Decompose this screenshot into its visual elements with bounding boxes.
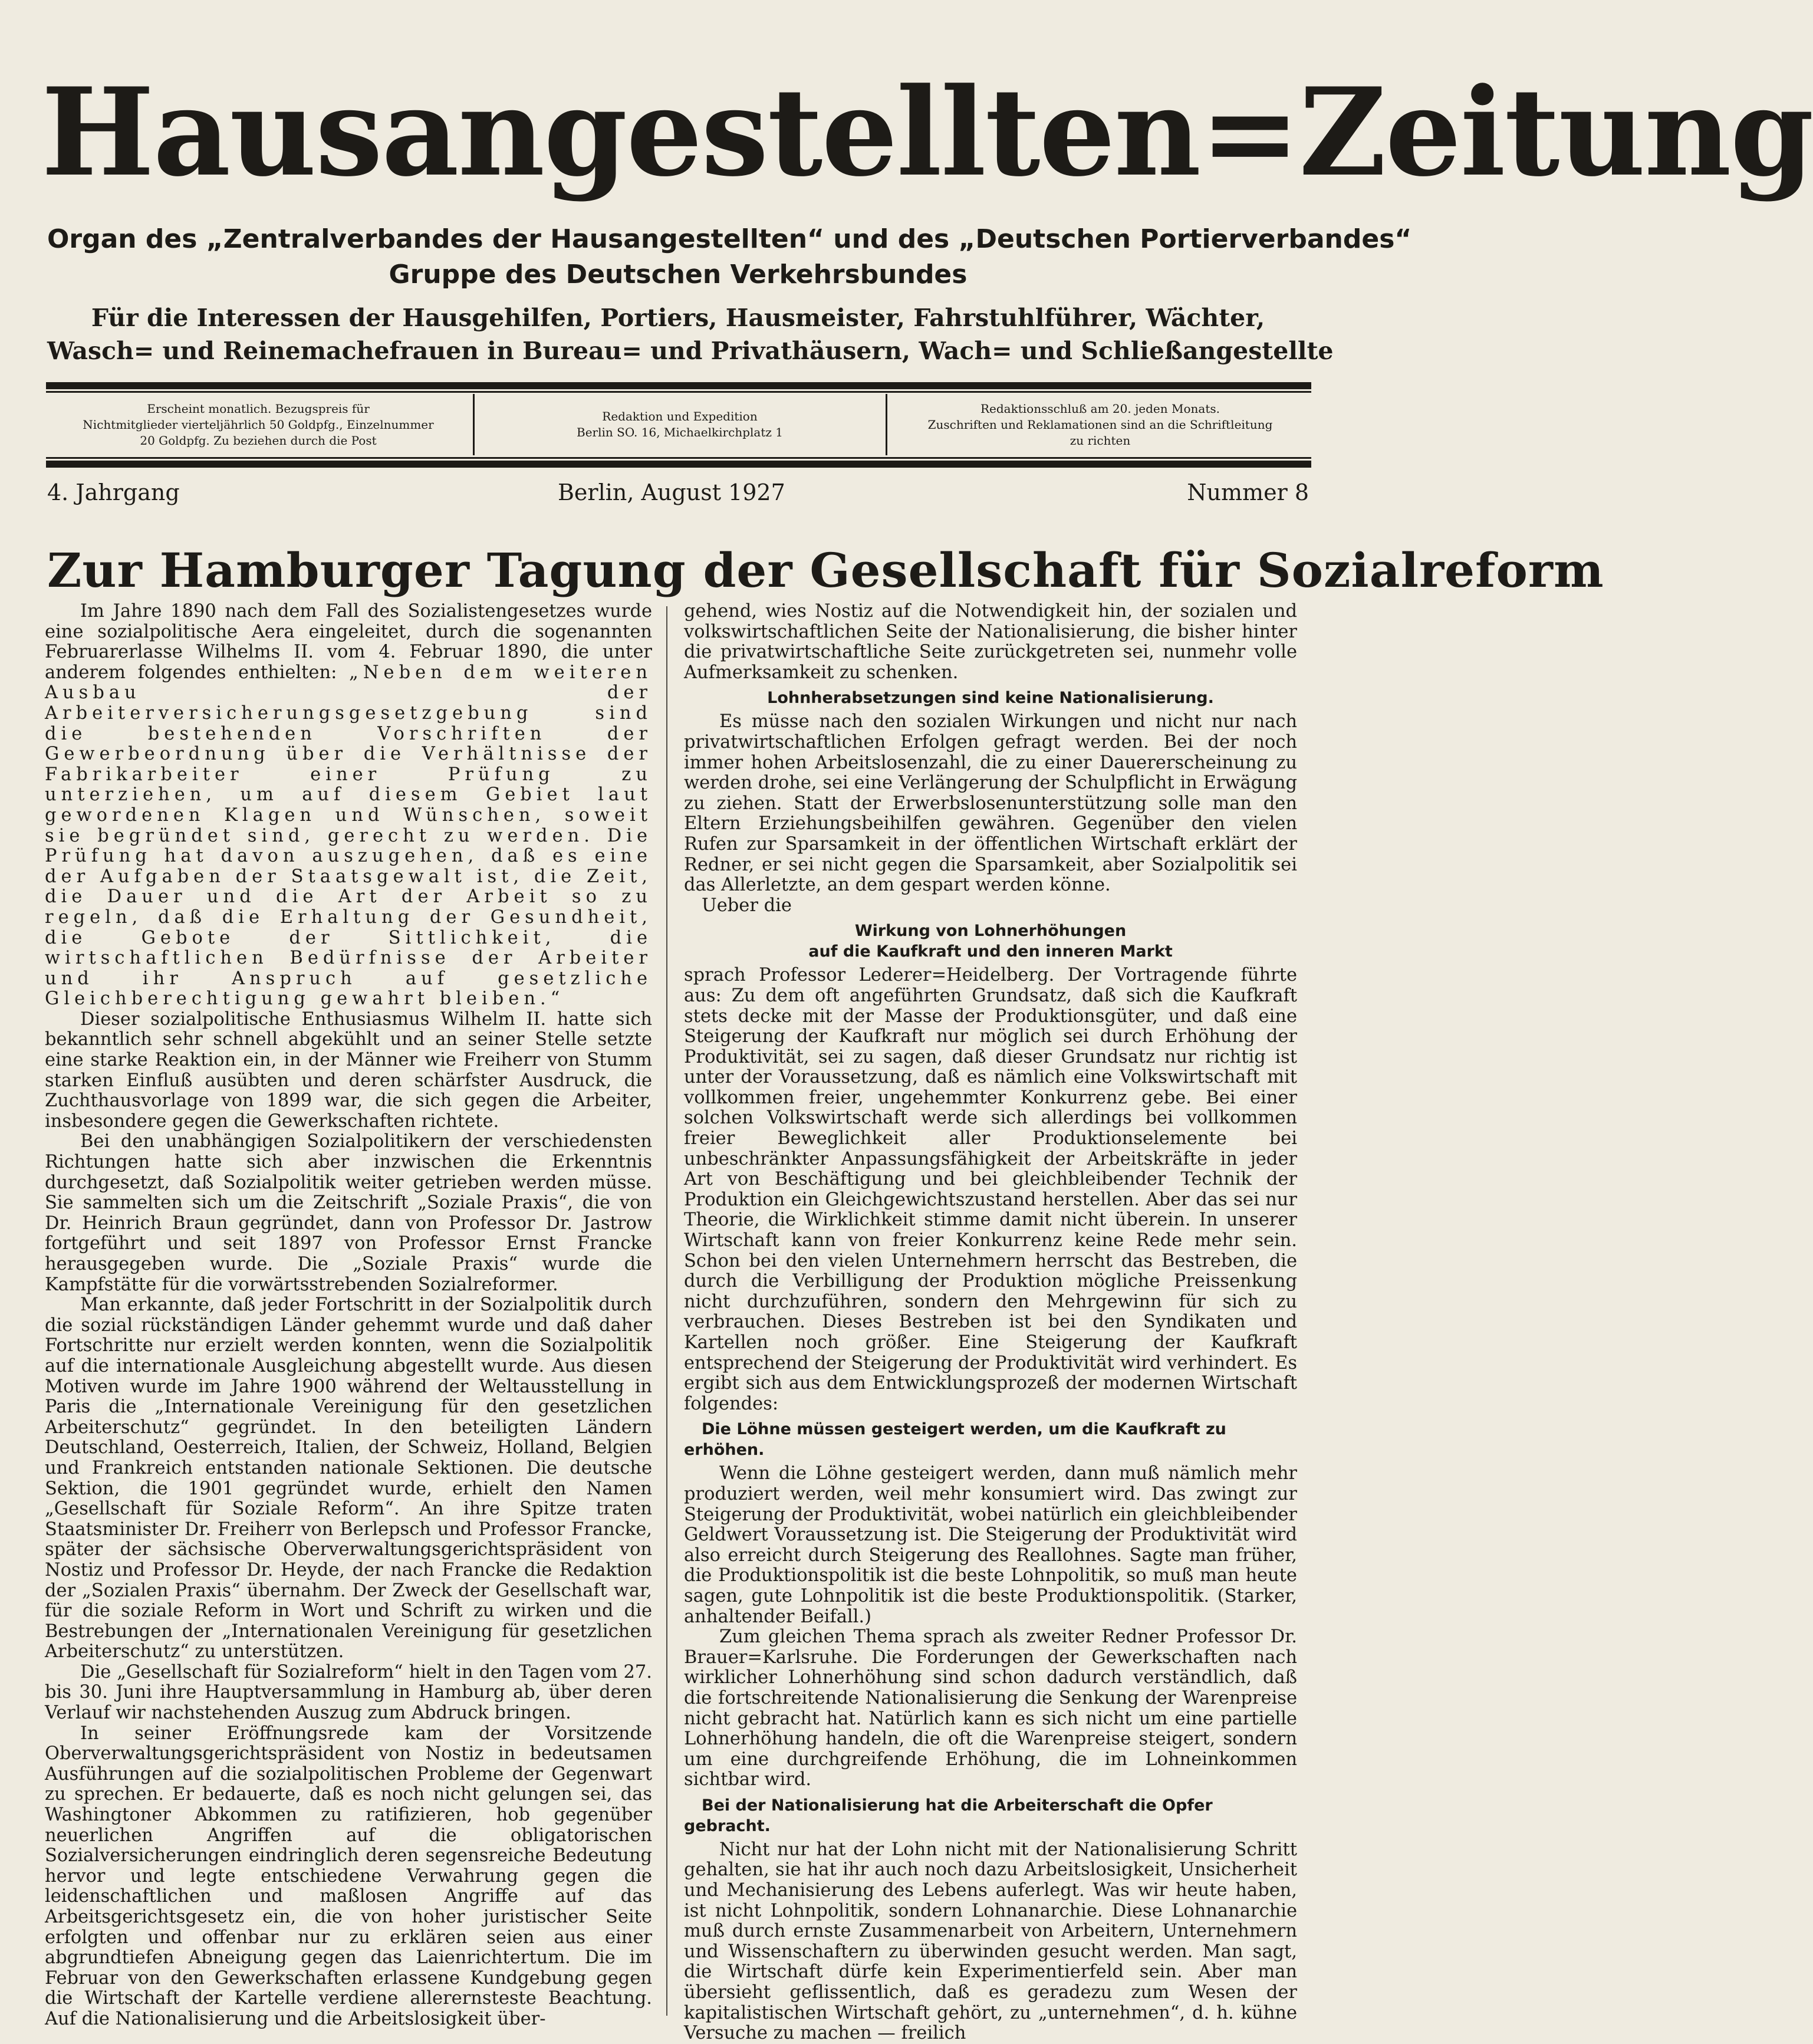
editorial-office-info bbox=[476, 392, 883, 457]
article-headline: Zur Hamburger Tagung der Gesellschaft für Sozialreform bbox=[47, 543, 1604, 598]
office-line: Redaktion und Expedition bbox=[602, 409, 758, 423]
deadline-line: Zuschriften und Reklamationen sind an die Schriftleitung bbox=[927, 417, 1273, 432]
paragraph: Die „Gesellschaft für Sozialreform“ hielt in den Tagen vom 27. bis 30. Juni ihre Hauptversammlung in Hamburg ab, über deren Verlauf wir nachstehenden Auszug zum Abdruck bringen. bbox=[45, 1661, 652, 1724]
paragraph: Man erkannte, daß jeder Fortschritt in der Sozialpolitik durch die sozial rückständigen Länder gehemmt wurde und daß daher Fortschritte nur erzielt werden konnten, wenn die Sozialpolitik auf die internationale Ausgleichung abgestellt wurde. Aus diesen Motiven wurde im Jahre 1900 während der Weltausstellung in Paris die „Internationale Vereinigung für den gesetzlichen Arbeiterschutz“ gegründet. In den beteiligten Ländern Deutschland, Oesterreich, Italien, der Schweiz, Holland, Belgien und Frankreich entstanden nationale Sektionen. Die deutsche Sektion, die 1901 gegründet wurde, erhielt den Namen „Gesellschaft für Soziale Reform“. An ihre Spitze traten Staatsminister Dr. Freiherr von Berlepsch und Professor Francke, später der sächsische Oberverwaltungsgerichtspräsident von Nostiz und Professor Dr. Heyde, der nach Francke die Redaktion der „Sozialen Praxis“ übernahm. Der Zweck der Gesellschaft war, für die soziale Reform in Wort und Schrift zu wirken und die Bestrebungen der „Internationalen Vereinigung für gesetzlichen Arbeiterschutz“ zu unterstützen. bbox=[45, 1294, 652, 1662]
paragraph: Zum gleichen Thema sprach als zweiter Redner Professor Dr. Brauer=Karlsruhe. Die Forderungen der Gewerkschaften nach wirklicher Lohnerhöhung sind schon dadurch verständlich, daß die fortschreitende Nationalisierung die Senkung der Warenpreise nicht gebracht hat. Natürlich kann es sich nicht um eine partielle Lohnerhöhung handeln, die oft die Warenpreise steigert, sondern um eine durchgreifende Erhöhung, die im Lohneinkommen sichtbar wird. bbox=[684, 1626, 1297, 1790]
paragraph: sprach Professor Lederer=Heidelberg. Der Vortragende führte aus: Zu dem oft angeführten Grundsatz, daß sich die Kaufkraft stets decke mit der Masse der Produktionsgüter, und daß eine Steigerung der Kaufkraft nur möglich sei durch Erhöhung der Produktivität, sei zu sagen, daß dieser Grundsatz nur richtig ist unter der Voraussetzung, daß es nämlich eine Volkswirtschaft mit vollkommen freier, ungehemmter Konkurrenz gebe. Bei einer solchen Volkswirtschaft werde sich allerdings bei vollkommen freier Beweglichkeit aller Produktionselemente bei unbeschränkter Anpassungsfähigkeit der Arbeitskräfte in jeder Art von Beschäftigung und bei gleichbleibender Technik der Produktion ein Gleichgewichtszustand herstellen. Aber das sei nur Theorie, die Wirklichkeit stimme damit nicht überein. In unserer Wirtschaft kann von freier Konkurrenz keine Rede mehr sein. Schon bei den vielen Unternehmern herrscht das Bestreben, die durch die Verbilligung der Produktion mögliche Preissenkung nicht durchzuführen, sondern den Mehrgewinn für sich zu verbrauchen. Dieses Bestreben ist bei den Syndikaten und Kartellen noch größer. Eine Steigerung der Kaufkraft entsprechend der Steigerung der Produktivität wird verhindert. Es ergibt sich aus dem Entwicklungsprozeß der modernen Wirtschaft folgendes: bbox=[684, 965, 1297, 1414]
article-column-left bbox=[45, 601, 652, 2029]
group-line: Gruppe des Deutschen Verkehrsbundes bbox=[389, 259, 968, 290]
subheading: Lohnherabsetzungen sind keine Nationalisierung. bbox=[767, 689, 1214, 708]
subheading: Die Löhne müssen gesteigert werden, um die Kaufkraft zu erhöhen. bbox=[684, 1420, 1226, 1460]
quoted-decree: „Neben dem weiteren Ausbau der Arbeiterversicherungsgesetzgebung sind die bestehenden Vorschriften der Gewerbeordnung über die Verhältnisse der Fabrikarbeiter einer Prüfung zu unterziehen, um auf diesem Gebiet laut gewordenen Klagen und Wünschen, soweit sie begründet sind, gerecht zu werden. Die Prüfung hat davon auszugehen, daß es eine der Aufgaben der Staatsgewalt ist, die Zeit, die Dauer und die Art der Arbeit so zu regeln, daß die Erhaltung der Gesundheit, die Gebote der Sittlichkeit, die wirtschaftlichen Bedürfnisse der Arbeiter und ihr Anspruch auf gesetzliche Gleichberechtigung gewahrt bleiben.“ bbox=[45, 662, 652, 1010]
subheading: auf die Kaufkraft und den inneren Markt bbox=[808, 942, 1173, 961]
paragraph: In seiner Eröffnungsrede kam der Vorsitzende Oberverwaltungsgerichtspräsident von Nostiz in bedeutsamen Ausführungen auf die sozialpolitischen Probleme der Gegenwart zu sprechen. Er bedauerte, daß es noch nicht gelungen sei, das Washingtoner Abkommen zu ratifizieren, hob gegenüber neuerlichen Angriffen auf die obligatorischen Sozialversicherungen eindringlich deren segensreiche Bedeutung hervor und legte entschiedene Verwahrung gegen die leidenschaftlichen und maßlosen Angriffe auf das Arbeitsgerichtsgesetz ein, die von hoher juristischer Seite erfolgten und offenbar nur zu erklären seien aus einer abgrundtiefen Abneigung gegen das Laienrichtertum. Die im Februar von den Gewerkschaften erlassene Kundgebung gegen die Wirtschaft der Kartelle verdiene allerernsteste Beachtung. Auf die Nationalisierung und die Arbeitslosigkeit über- bbox=[45, 1723, 652, 2029]
masthead-title: Hausangestellten=Zeitung bbox=[41, 62, 1813, 203]
info-divider bbox=[886, 394, 887, 455]
paragraph: Bei den unabhängigen Sozialpolitikern der verschiedensten Richtungen hatte sich aber inzwischen die Erkenntnis durchgesetzt, daß Sozialpolitik weiter getrieben werden müsse. Sie sammelten sich um die Zeitschrift „Soziale Praxis“, die von Dr. Heinrich Braun gegründet, dann von Professor Dr. Jastrow fortgeführt und seit 1897 von Professor Ernst Francke herausgegeben wurde. Die „Soziale Praxis“ wurde die Kampfstätte für die vorwärtsstrebenden Sozialreformer. bbox=[45, 1131, 652, 1295]
issue-number: Nummer 8 bbox=[1187, 479, 1309, 505]
paragraph: Ueber die bbox=[702, 895, 792, 916]
paragraph: Nicht nur hat der Lohn nicht mit der Nationalisierung Schritt gehalten, sie hat ihr auch noch dazu Arbeitslosigkeit, Unsicherheit und Mechanisierung des Lebens auferlegt. Was wir heute haben, ist nicht Lohnpolitik, sondern Lohnanarchie. Diese Lohnanarchie muß durch ernste Zusammenarbeit von Arbeitern, Unternehmern und Wissenschaftern zu überwinden gesucht werden. Man sagt, die Wirtschaft dürfe kein Experimentierfeld sein. Aber man übersieht geflissentlich, daß es geradezu zum Wesen der kapitalistischen Wirtschaft gehört, zu „unternehmen“, d. h. kühne Versuche zu machen — freilich bbox=[684, 1839, 1297, 2044]
paragraph: Dieser sozialpolitische Enthusiasmus Wilhelm II. hatte sich bekanntlich sehr schnell abgekühlt und an seiner Stelle setzte eine starke Reaktion ein, in der Männer wie Freiherr von Stumm starken Einfluß ausübten und deren schärfster Ausdruck, die Zuchthausvorlage von 1899 war, die sich gegen die Arbeiter, insbesondere gegen die Gewerkschaften richtete. bbox=[45, 1008, 652, 1132]
paragraph bbox=[45, 602, 652, 1010]
organ-line: Organ des „Zentralverbandes der Hausangestellten“ und des „Deutschen Portierverbandes“ bbox=[47, 224, 1412, 254]
top-rule bbox=[46, 382, 1311, 389]
office-line: Berlin SO. 16, Michaelkirchplatz 1 bbox=[577, 425, 783, 439]
paragraph: Wenn die Löhne gesteigert werden, dann muß nämlich mehr produziert werden, weil mehr konsumiert wird. Das zwingt zur Steigerung der Produktivität, wobei natürlich ein gleichbleibender Geldwert Voraussetzung ist. Die Steigerung der Produktivität wird also erreicht durch Steigerung des Reallohnes. Sagte man früher, die Produktionspolitik ist die beste Lohnpolitik, so muß man heute sagen, gute Lohnpolitik ist die beste Produktionspolitik. (Starker, anhaltender Beifall.) bbox=[684, 1463, 1297, 1627]
subscription-info bbox=[46, 392, 470, 457]
bottom-rule bbox=[46, 461, 1311, 468]
deadline-line: zu richten bbox=[1070, 433, 1131, 448]
paragraph-text: Im Jahre 1890 nach dem Fall des Sozialistengesetzes wurde eine sozialpolitische Aera eingeleitet, durch die sogenannten Februarerlasse Wilhelms II. vom 4. Februar 1890, die unter anderem folgendes enthielten: bbox=[45, 601, 652, 683]
paragraph: gehend, wies Nostiz auf die Notwendigkeit hin, der sozialen und volkswirtschaftlichen Seite der Nationalisierung, die bisher hinter die privatwirtschaftliche Seite zurückgetreten sei, nunmehr volle Aufmerksamkeit zu schenken. bbox=[684, 601, 1297, 683]
subheading: Bei der Nationalisierung hat die Arbeiterschaft die Opfer gebracht. bbox=[684, 1796, 1213, 1835]
place-date: Berlin, August 1927 bbox=[558, 479, 785, 505]
article-column-right bbox=[684, 601, 1297, 2044]
deadline-line: Redaktionsschluß am 20. jeden Monats. bbox=[980, 401, 1220, 416]
paragraph: Es müsse nach den sozialen Wirkungen und nicht nur nach privatwirtschaftlichen Erfolgen gefragt werden. Bei der noch immer hohen Arbeitslosenzahl, die zu einer Dauererscheinung zu werden drohe, sei eine Verlängerung der Schulpflicht in Erwägung zu ziehen. Statt der Erwerbslosenunterstützung solle man den Eltern Erziehungsbeihilfen gewähren. Gegenüber den vielen Rufen zur Sparsamkeit in der öffentlichen Wirtschaft erklärt der Redner, er sei nicht gegen die Sparsamkeit, aber Sozialpolitik sei das Allerletzte, an dem gespart werden könne. bbox=[684, 711, 1297, 896]
subscription-line: 20 Goldpfg. Zu beziehen durch die Post bbox=[140, 433, 377, 448]
interests-line-1: Für die Interessen der Hausgehilfen, Portiers, Hausmeister, Fahrstuhlführer, Wächter, bbox=[91, 304, 1265, 332]
subheading: Wirkung von Lohnerhöhungen bbox=[854, 922, 1127, 941]
deadline-info bbox=[889, 392, 1311, 457]
column-divider bbox=[666, 606, 667, 2016]
interests-line-2: Wasch= und Reinemachefrauen in Bureau= und Privathäusern, Wach= und Schließangestellte bbox=[47, 337, 1334, 365]
volume-label: 4. Jahrgang bbox=[47, 479, 180, 505]
info-divider bbox=[473, 394, 475, 455]
subscription-line: Erscheint monatlich. Bezugspreis für bbox=[147, 401, 370, 416]
bottom-rule-thin bbox=[46, 457, 1311, 459]
subscription-line: Nichtmitglieder vierteljährlich 50 Goldpfg., Einzelnummer bbox=[83, 417, 434, 432]
